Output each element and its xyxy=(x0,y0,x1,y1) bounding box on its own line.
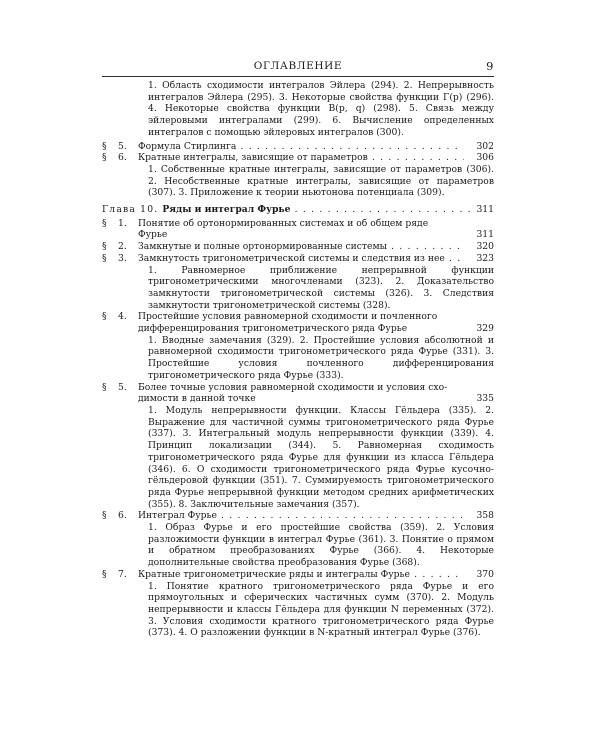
section-number: 5. xyxy=(118,381,127,393)
section-page: 302 xyxy=(476,140,494,152)
chapter-page: 311 xyxy=(476,204,494,216)
toc-entry[interactable] xyxy=(102,141,494,153)
header-rule xyxy=(102,76,494,77)
section-mark: § xyxy=(102,241,107,253)
section-title-line: Понятие об ортонормированных системах и об общем ряде xyxy=(138,217,429,229)
section-title xyxy=(138,382,464,405)
section-page: 370 xyxy=(476,568,494,580)
section-number: 3. xyxy=(118,252,127,264)
section-number: 1. xyxy=(118,217,127,229)
header-title: ОГЛАВЛЕНИЕ xyxy=(253,60,343,72)
section-title: Кратные интегралы, зависящие от параметров . . . xyxy=(138,152,464,164)
section-mark: § xyxy=(102,381,107,393)
chapter-heading[interactable] xyxy=(102,204,494,216)
section-title: Замкнутость тригонометрической системы и следствия из нее . . . xyxy=(138,253,464,265)
chapter-label: Глава 10. xyxy=(102,204,159,216)
section-number: 2. xyxy=(118,241,127,253)
toc-entry[interactable] xyxy=(102,241,494,253)
section-page: 329 xyxy=(476,323,494,335)
page-number: 9 xyxy=(486,59,494,73)
section-mark: § xyxy=(102,252,107,264)
section-title-line: димости в данной точке xyxy=(138,393,256,405)
toc-entry[interactable] xyxy=(102,311,494,334)
section-mark: § xyxy=(102,140,107,152)
section-page: 311 xyxy=(476,229,494,241)
section-page: 306 xyxy=(476,152,494,164)
section-mark: § xyxy=(102,152,107,164)
section-mark: § xyxy=(102,510,107,522)
section-description: 1. Равномерное приближение непрерывной функции тригонометрическими многочленами (323). 2. Доказательство замкнутости тригонометрической системы (326). 3. Следствия замкнутости тригонометрической системы (328). xyxy=(148,264,494,311)
section-title-line: Простейшие условия равномерной сходимости и почленного xyxy=(138,311,438,323)
section-mark: § xyxy=(102,217,107,229)
section-description: 1. Модуль непрерывности функции. Классы Гёльдера (335). 2. Выражение для частичной суммы тригонометрического ряда Фурье (337). 3. Интегральный модуль непрерывности функции (339). 4. Принцип локализации (344). 5. Равномерная сходимость тригонометрического ряда Фурье для функции из класса Гёльдера (346). 6. О сходимости тригонометрического ряда Фурье кусочно-гёльдеровой функции (351). 7. Суммируемость тригонометрического ряда Фурье непрерывной функции методом средних арифметических (355). 8. Заключительные замечания (357). xyxy=(148,404,494,510)
section-mark: § xyxy=(102,568,107,580)
section-number: 6. xyxy=(118,510,127,522)
section-number: 7. xyxy=(118,568,127,580)
section-mark: § xyxy=(102,311,107,323)
section-description: 1. Вводные замечания (329). 2. Простейшие условия абсолютной и равномерной сходимости тригонометрического ряда Фурье (331). 3. Простейшие условия почленного дифференцирования тригонометрического ряда Фурье (333). xyxy=(148,334,494,381)
toc-entry[interactable] xyxy=(102,510,494,522)
section-number: 4. xyxy=(118,311,127,323)
section-page: 320 xyxy=(476,241,494,253)
section-title-line: Фурье xyxy=(138,229,168,241)
toc-entry[interactable] xyxy=(102,382,494,405)
section-title xyxy=(138,218,464,241)
section-title: Замкнутые и полные ортонормированные системы . . . xyxy=(138,241,464,253)
chapter-title: Ряды и интеграл Фурье . . . xyxy=(162,204,470,216)
section-number: 5. xyxy=(118,140,127,152)
section-description: 1. Образ Фурье и его простейшие свойства (359). 2. Условия разложимости функции в интеграл Фурье (361). 3. Понятие о прямом и обратном преобразованиях Фурье (366). 4. Некоторые дополнительные свойства преобразования Фурье (368). xyxy=(148,522,494,569)
section-number: 6. xyxy=(118,152,127,164)
section-description: 1. Область сходимости интегралов Эйлера (294). 2. Непрерывность интегралов Эйлера (295). 3. Некоторые свойства функции Γ(p) (296). 4. Некоторые свойства функции B(p, q) (298). 5. Связь между эйлеровыми интегралами (299). 6. Вычисление определенных интегралов с помощью эйлеровых интегралов (300). xyxy=(148,80,494,138)
running-header xyxy=(102,60,494,76)
section-description: 1. Собственные кратные интегралы, зависящие от параметров (306). 2. Несобственные кратные интегралы, зависящие от параметров (307). 3. Приложение к теории ньютонова потенциала (309). xyxy=(148,163,494,199)
table-of-contents xyxy=(102,80,494,639)
section-page: 358 xyxy=(476,510,494,522)
section-title: Интеграл Фурье . . . xyxy=(138,510,464,522)
section-title-line: Более точные условия равномерной сходимости и условия схо- xyxy=(138,381,448,393)
toc-entry[interactable] xyxy=(102,152,494,164)
section-title-line: дифференцирования тригонометрического ряда Фурье xyxy=(138,323,408,335)
section-page: 323 xyxy=(476,252,494,264)
section-title xyxy=(138,311,464,334)
section-title: Кратные тригонометрические ряды и интегралы Фурье . . . xyxy=(138,569,464,581)
toc-entry[interactable] xyxy=(102,569,494,581)
toc-entry[interactable] xyxy=(102,218,494,241)
section-title: Формула Стирлинга . . . xyxy=(138,141,464,153)
section-page: 335 xyxy=(476,393,494,405)
toc-entry[interactable] xyxy=(102,253,494,265)
section-description: 1. Понятие кратного тригонометрического ряда Фурье и его прямоугольных и сферических частичных сумм (370). 2. Модуль непрерывности и классы Гёльдера для функции N переменных (372). 3. Условия сходимости кратного тригонометрического ряда Фурье (373). 4. О разложении функции в N-кратный интеграл Фурье (376). xyxy=(148,580,494,639)
